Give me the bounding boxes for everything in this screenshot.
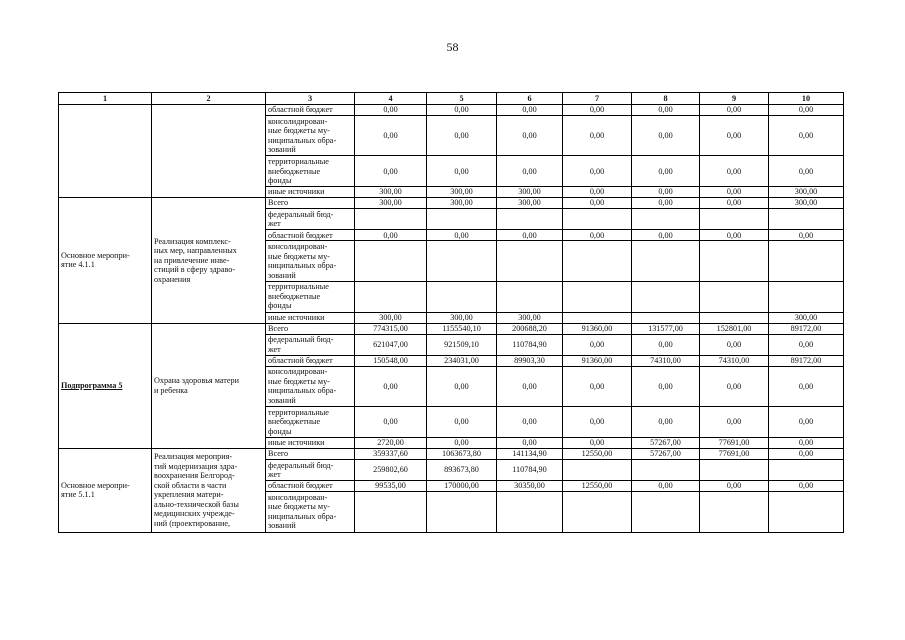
amount-cell (769, 459, 844, 480)
amount-cell: 621047,00 (355, 334, 427, 355)
amount-cell: 0,00 (769, 156, 844, 187)
amount-cell: 77691,00 (700, 437, 769, 448)
amount-cell: 774315,00 (355, 323, 427, 334)
program-description-cell: Охрана здоровья матери и ребенка (152, 323, 266, 448)
amount-cell: 0,00 (769, 230, 844, 241)
amount-cell: 0,00 (427, 156, 497, 187)
amount-cell: 0,00 (769, 105, 844, 116)
amount-cell: 300,00 (769, 187, 844, 198)
amount-cell: 0,00 (700, 187, 769, 198)
amount-cell: 0,00 (563, 437, 632, 448)
funding-source-cell: территориальные внебюджетные фонды (266, 407, 355, 438)
amount-cell: 0,00 (563, 187, 632, 198)
funding-source-cell: иные источники (266, 187, 355, 198)
amount-cell: 0,00 (700, 156, 769, 187)
amount-cell: 0,00 (427, 407, 497, 438)
header-row (59, 93, 844, 105)
funding-source-cell: консолидирован- ные бюджеты му- ниципальных обра- зований (266, 116, 355, 156)
amount-cell: 300,00 (427, 312, 497, 323)
amount-cell: 0,00 (632, 116, 700, 156)
table-row (59, 323, 844, 334)
amount-cell (497, 492, 563, 532)
amount-cell (632, 209, 700, 230)
program-name-cell: Основное меропри- ятие 4.1.1 (59, 198, 152, 323)
amount-cell (769, 492, 844, 532)
amount-cell (563, 241, 632, 281)
amount-cell: 0,00 (427, 437, 497, 448)
amount-cell: 0,00 (769, 437, 844, 448)
amount-cell (700, 492, 769, 532)
funding-source-cell: федеральный бюд- жет (266, 459, 355, 480)
amount-cell: 300,00 (497, 312, 563, 323)
amount-cell: 359337,60 (355, 448, 427, 459)
amount-cell: 0,00 (427, 105, 497, 116)
amount-cell (355, 209, 427, 230)
amount-cell: 300,00 (427, 198, 497, 209)
amount-cell: 0,00 (355, 407, 427, 438)
amount-cell (769, 281, 844, 312)
amount-cell: 0,00 (632, 187, 700, 198)
amount-cell (700, 459, 769, 480)
amount-cell: 200688,20 (497, 323, 563, 334)
amount-cell: 0,00 (563, 334, 632, 355)
amount-cell (427, 492, 497, 532)
amount-cell: 77691,00 (700, 448, 769, 459)
header-cell: 2 (152, 93, 266, 105)
amount-cell: 0,00 (632, 334, 700, 355)
amount-cell: 57267,00 (632, 437, 700, 448)
funding-source-cell: федеральный бюд- жет (266, 209, 355, 230)
amount-cell: 0,00 (355, 230, 427, 241)
amount-cell: 91360,00 (563, 323, 632, 334)
amount-cell: 300,00 (427, 187, 497, 198)
header-cell: 9 (700, 93, 769, 105)
amount-cell (563, 459, 632, 480)
table-row (59, 198, 844, 209)
amount-cell: 0,00 (632, 366, 700, 406)
amount-cell (632, 492, 700, 532)
funding-source-cell: областной бюджет (266, 481, 355, 492)
amount-cell: 0,00 (497, 105, 563, 116)
amount-cell: 300,00 (355, 198, 427, 209)
amount-cell: 0,00 (632, 156, 700, 187)
amount-cell: 0,00 (769, 481, 844, 492)
header-cell: 7 (563, 93, 632, 105)
amount-cell: 12550,00 (563, 448, 632, 459)
amount-cell: 300,00 (355, 187, 427, 198)
funding-source-cell: Всего (266, 198, 355, 209)
header-cell: 4 (355, 93, 427, 105)
amount-cell: 89172,00 (769, 355, 844, 366)
amount-cell (632, 241, 700, 281)
amount-cell: 300,00 (769, 198, 844, 209)
amount-cell: 0,00 (497, 156, 563, 187)
amount-cell (355, 492, 427, 532)
program-name-cell: Основное меропри- ятие 5.1.1 (59, 448, 152, 532)
amount-cell: 0,00 (700, 407, 769, 438)
program-name-cell (59, 105, 152, 198)
header-cell: 3 (266, 93, 355, 105)
amount-cell: 0,00 (355, 116, 427, 156)
header-cell: 1 (59, 93, 152, 105)
table-row (59, 448, 844, 459)
funding-source-cell: территориальные внебюджетные фонды (266, 156, 355, 187)
amount-cell (632, 459, 700, 480)
amount-cell: 0,00 (769, 334, 844, 355)
amount-cell (632, 312, 700, 323)
amount-cell: 170000,00 (427, 481, 497, 492)
amount-cell: 0,00 (769, 116, 844, 156)
amount-cell (632, 281, 700, 312)
funding-source-cell: консолидирован- ные бюджеты му- ниципальных обра- зований (266, 492, 355, 532)
amount-cell (563, 312, 632, 323)
funding-source-cell: Всего (266, 448, 355, 459)
amount-cell: 921509,10 (427, 334, 497, 355)
amount-cell: 141134,90 (497, 448, 563, 459)
amount-cell (700, 241, 769, 281)
amount-cell: 0,00 (700, 116, 769, 156)
amount-cell: 893673,80 (427, 459, 497, 480)
amount-cell: 99535,00 (355, 481, 427, 492)
amount-cell: 131577,00 (632, 323, 700, 334)
amount-cell: 0,00 (563, 366, 632, 406)
amount-cell: 0,00 (769, 407, 844, 438)
amount-cell (427, 281, 497, 312)
program-description-cell (152, 105, 266, 198)
header-cell: 8 (632, 93, 700, 105)
amount-cell: 0,00 (497, 230, 563, 241)
funding-source-cell: областной бюджет (266, 105, 355, 116)
funding-source-cell: территориальные внебюджетные фонды (266, 281, 355, 312)
amount-cell (427, 241, 497, 281)
amount-cell: 0,00 (355, 105, 427, 116)
amount-cell: 0,00 (563, 198, 632, 209)
amount-cell: 0,00 (632, 105, 700, 116)
header-cell: 6 (497, 93, 563, 105)
amount-cell: 150548,00 (355, 355, 427, 366)
amount-cell: 110784,90 (497, 459, 563, 480)
amount-cell: 110784,90 (497, 334, 563, 355)
amount-cell: 0,00 (563, 116, 632, 156)
amount-cell: 259802,60 (355, 459, 427, 480)
amount-cell (497, 241, 563, 281)
amount-cell: 300,00 (497, 198, 563, 209)
amount-cell: 0,00 (563, 407, 632, 438)
amount-cell: 0,00 (700, 105, 769, 116)
amount-cell: 0,00 (563, 105, 632, 116)
amount-cell: 0,00 (632, 481, 700, 492)
amount-cell: 0,00 (497, 366, 563, 406)
amount-cell: 300,00 (769, 312, 844, 323)
funding-source-cell: иные источники (266, 437, 355, 448)
amount-cell: 57267,00 (632, 448, 700, 459)
amount-cell: 0,00 (700, 481, 769, 492)
funding-source-cell: областной бюджет (266, 355, 355, 366)
amount-cell: 300,00 (355, 312, 427, 323)
amount-cell: 91360,00 (563, 355, 632, 366)
header-cell: 5 (427, 93, 497, 105)
amount-cell: 0,00 (427, 366, 497, 406)
amount-cell: 12550,00 (563, 481, 632, 492)
amount-cell (700, 281, 769, 312)
amount-cell (427, 209, 497, 230)
amount-cell (563, 492, 632, 532)
table-row (59, 105, 844, 116)
amount-cell: 0,00 (427, 230, 497, 241)
amount-cell: 234031,00 (427, 355, 497, 366)
amount-cell: 0,00 (769, 366, 844, 406)
funding-source-cell: иные источники (266, 312, 355, 323)
amount-cell: 152801,00 (700, 323, 769, 334)
amount-cell: 0,00 (563, 230, 632, 241)
amount-cell: 74310,00 (700, 355, 769, 366)
amount-cell: 89903,30 (497, 355, 563, 366)
amount-cell: 0,00 (769, 448, 844, 459)
program-description-cell: Реализация мероприя- тий модернизация здра- воохранения Белгород- ской области в части укрепления матери- ально-технической базы медицинских учрежде- ний (проектирование, (152, 448, 266, 532)
amount-cell: 0,00 (632, 198, 700, 209)
amount-cell (497, 209, 563, 230)
amount-cell: 0,00 (632, 230, 700, 241)
amount-cell: 0,00 (355, 156, 427, 187)
amount-cell: 0,00 (632, 407, 700, 438)
amount-cell (769, 241, 844, 281)
amount-cell: 0,00 (497, 407, 563, 438)
amount-cell (497, 281, 563, 312)
amount-cell: 0,00 (355, 366, 427, 406)
amount-cell: 0,00 (497, 437, 563, 448)
funding-source-cell: Всего (266, 323, 355, 334)
amount-cell (700, 209, 769, 230)
amount-cell (563, 209, 632, 230)
amount-cell: 0,00 (497, 116, 563, 156)
amount-cell (700, 312, 769, 323)
amount-cell (563, 281, 632, 312)
amount-cell: 0,00 (700, 366, 769, 406)
funding-source-cell: областной бюджет (266, 230, 355, 241)
amount-cell: 89172,00 (769, 323, 844, 334)
amount-cell: 2720,00 (355, 437, 427, 448)
amount-cell: 1155540,10 (427, 323, 497, 334)
amount-cell: 0,00 (700, 334, 769, 355)
amount-cell: 74310,00 (632, 355, 700, 366)
amount-cell (769, 209, 844, 230)
amount-cell: 30350,00 (497, 481, 563, 492)
budget-table (58, 92, 844, 533)
amount-cell: 0,00 (563, 156, 632, 187)
amount-cell: 300,00 (497, 187, 563, 198)
amount-cell (355, 241, 427, 281)
funding-source-cell: федеральный бюд- жет (266, 334, 355, 355)
page-number: 58 (446, 40, 459, 54)
program-name-cell: Подпрограмма 5 (59, 323, 152, 448)
amount-cell: 0,00 (427, 116, 497, 156)
header-cell: 10 (769, 93, 844, 105)
amount-cell: 0,00 (700, 230, 769, 241)
amount-cell (355, 281, 427, 312)
funding-source-cell: консолидирован- ные бюджеты му- ниципальных обра- зований (266, 241, 355, 281)
program-description-cell: Реализация комплекс- ных мер, направленных на привлечение инве- стиций в сферу здраво- охранения (152, 198, 266, 323)
amount-cell: 1063673,80 (427, 448, 497, 459)
amount-cell: 0,00 (700, 198, 769, 209)
funding-source-cell: консолидирован- ные бюджеты му- ниципальных обра- зований (266, 366, 355, 406)
